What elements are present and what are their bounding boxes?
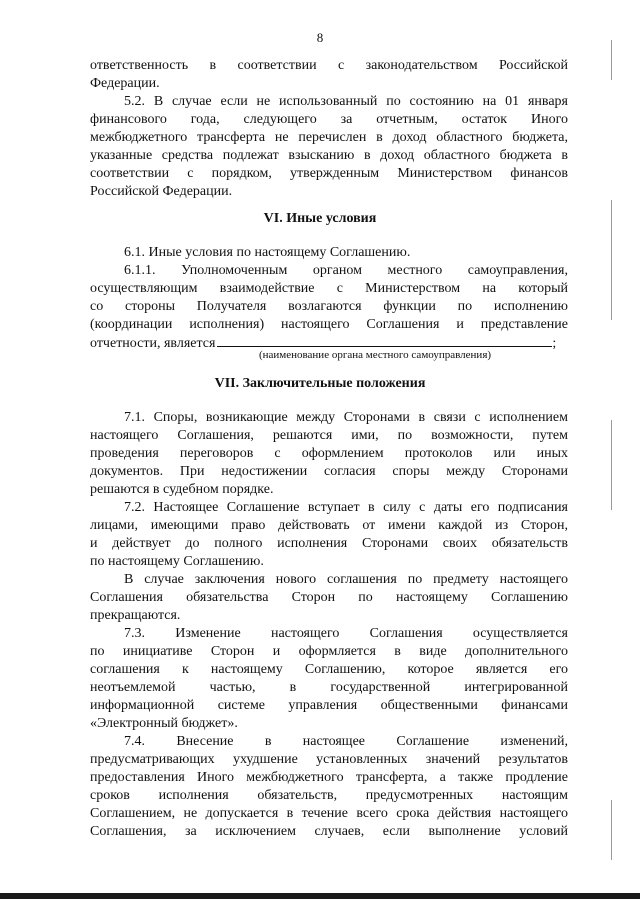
text-line: 7.2. Настоящее Соглашение вступает в силу с даты его подписания <box>124 500 568 515</box>
text-line: 5.2. В случае если не использованный по состоянию на 01 января <box>124 94 568 109</box>
paragraph-block-7 <box>90 409 568 841</box>
paragraph-block-6 <box>90 244 568 352</box>
text-line: «Электронный бюджет». <box>90 716 238 731</box>
fill-in-blank <box>217 334 552 347</box>
text-line: ответственность в соответствии с законодательством Российской <box>90 58 568 73</box>
text-line: по инициативе Сторон и оформляется в виде дополнительного <box>90 644 568 659</box>
text-line: соглашения к настоящему Соглашению, которое является его <box>90 662 568 677</box>
text-line: Соглашением, не допускается в течение всего срока действия настоящего <box>90 806 568 821</box>
last-line-suffix: ; <box>552 336 557 351</box>
paragraph-block-5 <box>90 57 568 201</box>
scan-artifact-line <box>611 40 612 80</box>
text-line: Соглашения, за исключением случаев, если выполнение условий <box>90 824 568 839</box>
text-line: сроков исполнения обязательств, предусмотренных настоящим <box>90 788 568 803</box>
text-line: документов. При недостижении согласия споры между Сторонами <box>90 464 568 479</box>
text-line: финансового года, следующего за отчетным, остаток Иного <box>90 112 568 127</box>
text-line: предусматривающих ухудшение установленных значений результатов <box>90 752 568 767</box>
section-6-title: VI. Иные условия <box>263 211 377 226</box>
text-line: 6.1. Иные условия по настоящему Соглашению. <box>124 245 411 260</box>
text-line: Федерации. <box>90 76 160 91</box>
text-line: соответствии с порядком, утвержденным Министерством финансов <box>90 166 568 181</box>
text-line: 7.3. Изменение настоящего Соглашения осуществляется <box>124 626 568 641</box>
text-line: В случае заключения нового соглашения по предмету настоящего <box>124 572 568 587</box>
text-line: Российской Федерации. <box>90 184 233 199</box>
text-line: проведения переговоров с оформлением протоколов или иных <box>90 446 568 461</box>
text-line: прекращаются. <box>90 608 181 623</box>
section-7-title: VII. Заключительные положения <box>214 376 426 391</box>
text-line: 7.4. Внесение в настоящее Соглашение изменений, <box>124 734 568 749</box>
text-line: и действует до полного исполнения Сторонами своих обязательств <box>90 536 568 551</box>
text-line: межбюджетного трансферта не перечислен в доход областного бюджета, <box>90 130 568 145</box>
last-line-prefix: отчетности, является <box>90 336 216 351</box>
text-line: информационной системе управления общественными финансами <box>90 698 568 713</box>
text-line: осуществляющим взаимодействие с Министерством на который <box>90 281 568 296</box>
text-line: (координации исполнения) настоящего Соглашения и представление <box>90 317 568 332</box>
scan-artifact-line <box>611 800 612 860</box>
text-line: настоящего Соглашения, решаются ими, по возможности, путем <box>90 428 568 443</box>
text-line: по настоящему Соглашению. <box>90 554 264 569</box>
text-line: 6.1.1. Уполномоченным органом местного самоуправления, <box>124 263 568 278</box>
text-line: со стороны Получателя возлагаются функции по исполнению <box>90 299 568 314</box>
text-line: решаются в судебном порядке. <box>90 482 274 497</box>
text-line: 7.1. Споры, возникающие между Сторонами в связи с исполнением <box>124 410 568 425</box>
text-line: предоставления Иного межбюджетного трансферта, а также продление <box>90 770 568 785</box>
page-number: 8 <box>316 30 324 45</box>
scan-bottom-edge <box>0 893 640 899</box>
scan-artifact-line <box>611 420 612 510</box>
text-line: неотъемлемой частью, в государственной интегрированной <box>90 680 568 695</box>
text-line: лицами, имеющими право действовать от имени каждой из Сторон, <box>90 518 568 533</box>
text-line: Соглашения обязательства Сторон по настоящему Соглашению <box>90 590 568 605</box>
blank-caption: (наименование органа местного самоуправления) <box>258 349 492 361</box>
text-line: указанные средства подлежат взысканию в доход областного бюджета в <box>90 148 568 163</box>
